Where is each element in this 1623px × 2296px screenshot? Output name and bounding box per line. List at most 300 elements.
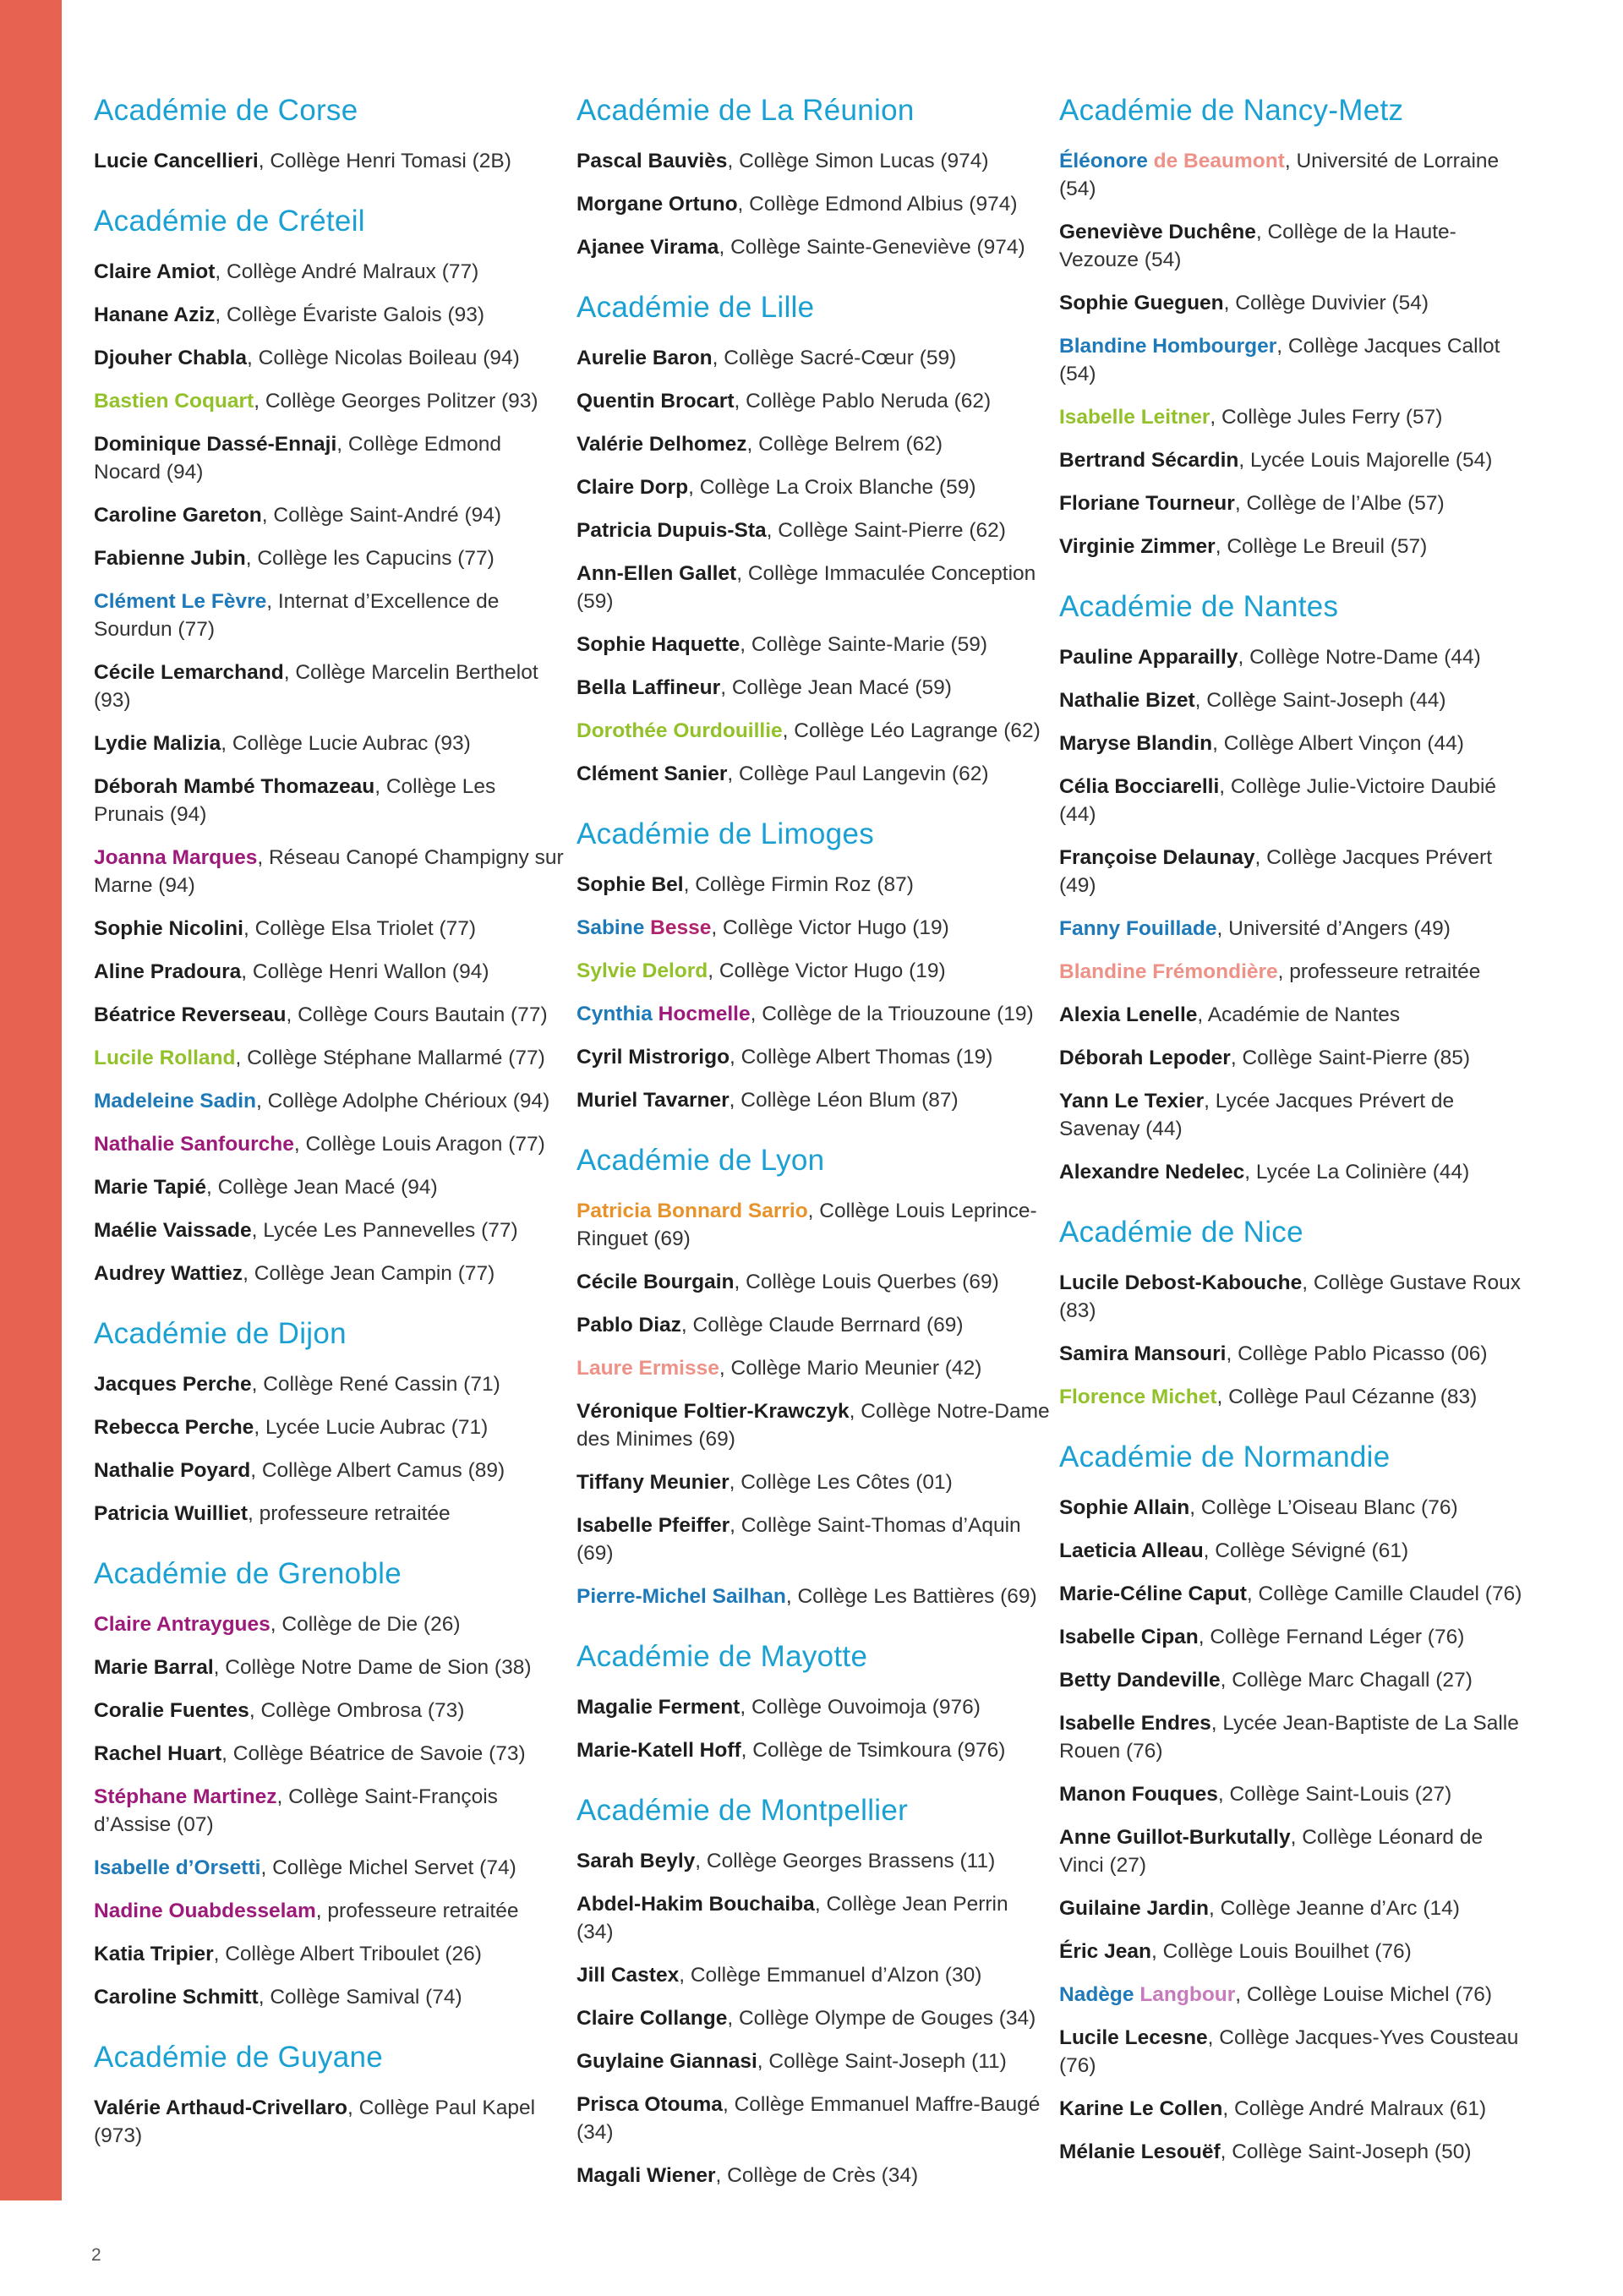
contributor-affiliation: Collège Évariste Galois (93) xyxy=(227,303,485,326)
contributor-affiliation: Collège Léonard de Vinci (27) xyxy=(1059,1826,1484,1877)
contributor-name: Pablo Diaz xyxy=(577,1314,681,1337)
contributor-first-name: Éléonore xyxy=(1059,150,1148,172)
contributor-first-name: Sabine xyxy=(577,916,645,939)
contributor-entry: Pascal Bauviès, Collège Simon Lucas (974) xyxy=(577,150,989,172)
contributor-entry: Claire Collange, Collège Olympe de Gouges (34) xyxy=(577,2007,1036,2030)
contributor-name: Isabelle d’Orsetti xyxy=(94,1856,261,1879)
contributor-name: Fanny Fouillade xyxy=(1059,917,1217,940)
contributor-entry: Bertrand Sécardin, Lycée Louis Majorelle (54) xyxy=(1059,449,1493,472)
academy-montpellier xyxy=(577,1790,1050,2189)
contributor-entry: Geneviève Duchêne, Collège de la Haute-Vezouze (54) xyxy=(1059,221,1456,271)
contributor-name: Karine Le Collen xyxy=(1059,2097,1223,2120)
contributor-entry: Éléonore de Beaumont, Université de Lorraine (54) xyxy=(1059,150,1500,200)
contributor-entry: Ajanee Virama, Collège Sainte-Geneviève (974) xyxy=(577,236,1025,259)
contributor-name: Marie Tapié xyxy=(94,1176,206,1199)
contributor-name: Alexandre Nedelec xyxy=(1059,1161,1245,1184)
contributor-affiliation: Collège Henri Tomasi (2B) xyxy=(270,150,511,172)
contributor-affiliation: Collège Edmond Nocard (94) xyxy=(94,433,502,484)
contributor-affiliation: Collège Camille Claudel (76) xyxy=(1258,1583,1522,1605)
contributor-affiliation: Lycée Jean-Baptiste de La Salle Rouen (76) xyxy=(1059,1712,1519,1763)
contributor-name: Maélie Vaissade xyxy=(94,1219,252,1242)
academy-dijon xyxy=(94,1313,567,1528)
contributor-affiliation: Collège Jacques Prévert (49) xyxy=(1059,846,1493,897)
column-2 xyxy=(577,90,1050,2205)
contributor-affiliation: Collège les Capucins (77) xyxy=(257,547,495,570)
contributor-name: Valérie Arthaud-Crivellaro xyxy=(94,2096,348,2119)
academy-la-reunion xyxy=(577,90,1050,261)
contributor-entry: Marie-Céline Caput, Collège Camille Claudel (76) xyxy=(1059,1583,1522,1605)
academy-title: Académie de Limoges xyxy=(577,817,875,850)
contributor-name: Muriel Tavarner xyxy=(577,1089,730,1112)
contributor-entry: Béatrice Reverseau, Collège Cours Bautain (77) xyxy=(94,1003,548,1026)
contributor-affiliation: Collège Saint-Joseph (44) xyxy=(1206,689,1446,712)
academy-title: Académie de Montpellier xyxy=(577,1794,909,1827)
contributor-entry: Pierre-Michel Sailhan, Collège Les Battières (69) xyxy=(577,1585,1037,1608)
contributor-entry: Alexandre Nedelec, Lycée La Colinière (44) xyxy=(1059,1161,1470,1184)
contributor-affiliation: Collège Notre Dame de Sion (38) xyxy=(225,1656,532,1679)
contributor-affiliation: Collège Sainte-Geneviève (974) xyxy=(730,236,1025,259)
contributor-name: Jacques Perche xyxy=(94,1373,252,1396)
contributor-affiliation: Collège Saint-Thomas d’Aquin (69) xyxy=(577,1514,1021,1565)
contributor-affiliation: Collège Michel Servet (74) xyxy=(272,1856,516,1879)
contributor-affiliation: Collège Louise Michel (76) xyxy=(1246,1983,1492,2006)
contributor-name: Isabelle Endres xyxy=(1059,1712,1211,1735)
contributor-name: Nathalie Bizet xyxy=(1059,689,1195,712)
contributor-entry: Joanna Marques, Réseau Canopé Champigny sur Marne (94) xyxy=(94,846,564,897)
contributor-affiliation: Collège Albert Vinçon (44) xyxy=(1223,732,1464,755)
academy-lyon xyxy=(577,1140,1050,1610)
contributor-entry: Katia Tripier, Collège Albert Triboulet (26) xyxy=(94,1943,482,1965)
contributor-affiliation: Collège Pablo Picasso (06) xyxy=(1238,1342,1488,1365)
contributor-entry: Guilaine Jardin, Collège Jeanne d’Arc (14) xyxy=(1059,1897,1460,1920)
contributor-last-name: Langbour xyxy=(1139,1983,1236,2006)
academy-title: Académie de Guyane xyxy=(94,2041,384,2074)
academy-title: Académie de Lyon xyxy=(577,1144,825,1177)
contributor-name: Jill Castex xyxy=(577,1964,680,1987)
contributor-entry: Claire Amiot, Collège André Malraux (77) xyxy=(94,260,479,283)
contributor-entry: Mélanie Lesouëf, Collège Saint-Joseph (50) xyxy=(1059,2140,1472,2163)
contributor-entry: Florence Michet, Collège Paul Cézanne (83) xyxy=(1059,1386,1478,1408)
contributor-entry: Anne Guillot-Burkutally, Collège Léonard de Vinci (27) xyxy=(1059,1826,1484,1877)
contributor-name: Joanna Marques xyxy=(94,846,258,869)
contributor-affiliation: Collège Jules Ferry (57) xyxy=(1221,406,1443,429)
contributor-name: Alexia Lenelle xyxy=(1059,1003,1198,1026)
contributor-name: Guylaine Giannasi xyxy=(577,2050,757,2073)
contributor-name: Françoise Delaunay xyxy=(1059,846,1255,869)
contributor-affiliation: Collège Paul Kapel (973) xyxy=(94,2096,536,2147)
contributor-affiliation: Collège Jean Perrin (34) xyxy=(577,1893,1008,1943)
contributor-affiliation: Collège Albert Thomas (19) xyxy=(740,1046,993,1069)
contributor-affiliation: Collège Julie-Victoire Daubié (44) xyxy=(1059,775,1497,826)
contributor-entry: Valérie Arthaud-Crivellaro, Collège Paul Kapel (973) xyxy=(94,2096,536,2147)
contributor-name: Tiffany Meunier xyxy=(577,1471,730,1494)
contributor-affiliation: Collège Henri Wallon (94) xyxy=(252,960,489,983)
contributor-entry: Ann-Ellen Gallet, Collège Immaculée Conception (59) xyxy=(577,562,1036,613)
contributor-affiliation: Collège Louis Querbes (69) xyxy=(746,1271,999,1293)
contributor-entry: Jill Castex, Collège Emmanuel d’Alzon (30) xyxy=(577,1964,982,1987)
contributor-name: Isabelle Cipan xyxy=(1059,1626,1199,1648)
contributor-name: Isabelle Leitner xyxy=(1059,406,1210,429)
contributor-name: Pauline Apparailly xyxy=(1059,646,1238,669)
contributor-affiliation: Collège André Malraux (77) xyxy=(227,260,479,283)
contributor-affiliation: Collège René Cassin (71) xyxy=(263,1373,500,1396)
contributor-name: Claire Antraygues xyxy=(94,1613,270,1636)
contributor-affiliation: Collège Sacré-Cœur (59) xyxy=(724,347,957,369)
contributor-entry: Marie Barral, Collège Notre Dame de Sion (38) xyxy=(94,1656,532,1679)
contributor-affiliation: Collège Georges Brassens (11) xyxy=(706,1850,996,1872)
contributor-entry: Cyril Mistrorigo, Collège Albert Thomas (19) xyxy=(577,1046,993,1069)
contributor-affiliation: professeure retraitée xyxy=(259,1502,451,1525)
contributor-entry: Jacques Perche, Collège René Cassin (71) xyxy=(94,1373,500,1396)
contributor-entry: Clément Sanier, Collège Paul Langevin (62) xyxy=(577,763,989,785)
contributor-name: Caroline Gareton xyxy=(94,504,262,527)
academy-mayotte xyxy=(577,1636,1050,1764)
contributor-affiliation: Collège Stéphane Mallarmé (77) xyxy=(247,1047,545,1069)
contributor-entry: Sophie Bel, Collège Firmin Roz (87) xyxy=(577,873,914,896)
contributor-affiliation: Collège Léo Lagrange (62) xyxy=(794,719,1041,742)
contributor-name: Manon Fouques xyxy=(1059,1783,1218,1806)
contributor-entry: Isabelle Cipan, Collège Fernand Léger (76) xyxy=(1059,1626,1465,1648)
contributor-name: Lucile Debost-Kabouche xyxy=(1059,1271,1303,1294)
contributor-entry: Virginie Zimmer, Collège Le Breuil (57) xyxy=(1059,535,1428,558)
academy-title: Académie de La Réunion xyxy=(577,94,915,127)
contributor-entry: Dorothée Ourdouillie, Collège Léo Lagrange (62) xyxy=(577,719,1041,742)
contributor-name: Virginie Zimmer xyxy=(1059,535,1216,558)
contributor-entry: Nadège Langbour, Collège Louise Michel (76) xyxy=(1059,1983,1492,2006)
contributor-name: Marie-Katell Hoff xyxy=(577,1739,741,1762)
contributor-affiliation: Collège André Malraux (61) xyxy=(1233,2097,1487,2120)
contributor-affiliation: Collège Claude Berrnard (69) xyxy=(692,1314,964,1337)
contributor-last-name: Hocmelle xyxy=(658,1003,751,1025)
contributor-affiliation: Académie de Nantes xyxy=(1207,1003,1401,1026)
contributor-name: Nathalie Sanfourche xyxy=(94,1133,294,1156)
contributor-entry: Véronique Foltier-Krawczyk, Collège Notre-Dame des Minimes (69) xyxy=(577,1400,1050,1451)
contributor-entry: Stéphane Martinez, Collège Saint-François d’Assise (07) xyxy=(94,1785,498,1836)
contributor-first-name: Nadège xyxy=(1059,1983,1134,2006)
contributor-name: Magalie Ferment xyxy=(577,1696,740,1719)
contributor-name: Clément Le Fèvre xyxy=(94,590,267,613)
contributor-affiliation: professeure retraitée xyxy=(1289,960,1481,983)
contributor-entry: Marie Tapié, Collège Jean Macé (94) xyxy=(94,1176,438,1199)
contributor-affiliation: Collège Samival (74) xyxy=(270,1986,462,2009)
contributor-entry: Lucile Rolland, Collège Stéphane Mallarmé (77) xyxy=(94,1047,545,1069)
contributor-entry: Manon Fouques, Collège Saint-Louis (27) xyxy=(1059,1783,1452,1806)
contributor-entry: Laeticia Alleau, Collège Sévigné (61) xyxy=(1059,1539,1409,1562)
contributor-affiliation: Collège Lucie Aubrac (93) xyxy=(232,732,471,755)
contributor-affiliation: Collège Saint-Pierre (85) xyxy=(1242,1047,1471,1069)
contributor-entry: Pablo Diaz, Collège Claude Berrnard (69) xyxy=(577,1314,964,1337)
contributor-entry: Sophie Allain, Collège L’Oiseau Blanc (76) xyxy=(1059,1496,1458,1519)
contributor-affiliation: Collège Fernand Léger (76) xyxy=(1210,1626,1465,1648)
contributor-entry: Patricia Bonnard Sarrio, Collège Louis Leprince-Ringuet (69) xyxy=(577,1200,1037,1250)
contributor-name: Rachel Huart xyxy=(94,1742,222,1765)
contributor-entry: Rachel Huart, Collège Béatrice de Savoie (73) xyxy=(94,1742,526,1765)
contributor-affiliation: Collège Les Prunais (94) xyxy=(94,775,496,826)
contributor-entry: Sabine Besse, Collège Victor Hugo (19) xyxy=(577,916,949,939)
contributor-affiliation: Collège Jacques Callot (54) xyxy=(1059,335,1500,385)
contributor-name: Sophie Gueguen xyxy=(1059,292,1224,314)
contributor-entry: Nathalie Poyard, Collège Albert Camus (89) xyxy=(94,1459,505,1482)
decorative-side-bar xyxy=(0,0,62,2200)
contributor-name: Florence Michet xyxy=(1059,1386,1217,1408)
contributor-affiliation: Collège Louis Leprince-Ringuet (69) xyxy=(577,1200,1037,1250)
contributor-name: Nadine Ouabdesselam xyxy=(94,1900,316,1922)
contributor-name: Ajanee Virama xyxy=(577,236,719,259)
contributor-name: Djouher Chabla xyxy=(94,347,248,369)
contributor-entry: Clément Le Fèvre, Internat d’Excellence de Sourdun (77) xyxy=(94,590,500,641)
contributor-affiliation: Collège Belrem (62) xyxy=(758,433,943,456)
contributor-name: Isabelle Pfeiffer xyxy=(577,1514,730,1537)
contributor-entry: Blandine Hombourger, Collège Jacques Callot (54) xyxy=(1059,335,1500,385)
contributor-name xyxy=(1059,1983,1235,2006)
academy-title: Académie de Normandie xyxy=(1059,1440,1391,1473)
contributor-name: Lydie Malizia xyxy=(94,732,221,755)
academy-nantes xyxy=(1059,586,1533,1186)
contributor-affiliation: Collège Louis Aragon (77) xyxy=(305,1133,545,1156)
academy-title: Académie de Grenoble xyxy=(94,1557,402,1590)
contributor-entry: Déborah Lepoder, Collège Saint-Pierre (85) xyxy=(1059,1047,1471,1069)
contributor-entry: Maryse Blandin, Collège Albert Vinçon (44) xyxy=(1059,732,1464,755)
contributor-name: Valérie Delhomez xyxy=(577,433,747,456)
contributor-name: Claire Amiot xyxy=(94,260,216,283)
contributor-name: Pierre-Michel Sailhan xyxy=(577,1585,786,1608)
contributor-entry: Alexia Lenelle, Académie de Nantes xyxy=(1059,1003,1401,1026)
contributor-entry: Bella Laffineur, Collège Jean Macé (59) xyxy=(577,676,952,699)
contributor-name: Bastien Coquart xyxy=(94,390,254,413)
contributor-entry: Magali Wiener, Collège de Crès (34) xyxy=(577,2164,919,2187)
contributor-affiliation: Collège Duvivier (54) xyxy=(1235,292,1429,314)
contributor-entry: Patricia Dupuis-Sta, Collège Saint-Pierre (62) xyxy=(577,519,1006,542)
contributor-affiliation: Collège Paul Langevin (62) xyxy=(739,763,989,785)
contributor-entry: Floriane Tourneur, Collège de l’Albe (57) xyxy=(1059,492,1445,515)
academy-title: Académie de Corse xyxy=(94,94,358,127)
academy-normandie xyxy=(1059,1436,1533,2166)
contributor-name: Mélanie Lesouëf xyxy=(1059,2140,1221,2163)
contributor-name: Sophie Nicolini xyxy=(94,917,243,940)
contributor-name: Betty Dandeville xyxy=(1059,1669,1221,1692)
contributor-entry: Coralie Fuentes, Collège Ombrosa (73) xyxy=(94,1699,465,1722)
contributor-name: Geneviève Duchêne xyxy=(1059,221,1256,243)
contributor-name: Aurelie Baron xyxy=(577,347,713,369)
contributor-name: Sarah Beyly xyxy=(577,1850,696,1872)
contributor-entry: Abdel-Hakim Bouchaiba, Collège Jean Perrin (34) xyxy=(577,1893,1008,1943)
contributor-entry: Françoise Delaunay, Collège Jacques Prévert (49) xyxy=(1059,846,1493,897)
contributor-name: Lucie Cancellieri xyxy=(94,150,259,172)
contributor-affiliation: Collège Saint-Pierre (62) xyxy=(778,519,1006,542)
contributor-name: Madeleine Sadin xyxy=(94,1090,256,1112)
contributor-name: Patricia Bonnard Sarrio xyxy=(577,1200,808,1222)
contributor-affiliation: Collège Immaculée Conception (59) xyxy=(577,562,1036,613)
contributor-name: Sophie Allain xyxy=(1059,1496,1190,1519)
contributor-name: Patricia Wuilliet xyxy=(94,1502,248,1525)
contributor-name: Clément Sanier xyxy=(577,763,728,785)
contributor-entry: Cécile Bourgain, Collège Louis Querbes (69) xyxy=(577,1271,999,1293)
contributor-name: Floriane Tourneur xyxy=(1059,492,1235,515)
contributor-name: Dominique Dassé-Ennaji xyxy=(94,433,337,456)
contributor-name: Lucile Rolland xyxy=(94,1047,236,1069)
contributor-entry: Maélie Vaissade, Lycée Les Pannevelles (77) xyxy=(94,1219,518,1242)
contributor-affiliation: Collège Saint-André (94) xyxy=(273,504,502,527)
contributor-affiliation: Collège Saint-François d’Assise (07) xyxy=(94,1785,498,1836)
contributor-entry: Cynthia Hocmelle, Collège de la Triouzoune (19) xyxy=(577,1003,1034,1025)
contributor-entry: Lydie Malizia, Collège Lucie Aubrac (93) xyxy=(94,732,471,755)
contributor-affiliation: Lycée La Colinière (44) xyxy=(1255,1161,1470,1184)
column-1 xyxy=(94,90,567,2165)
contributor-affiliation: Collège Marcelin Berthelot (93) xyxy=(94,661,538,712)
contributor-entry: Karine Le Collen, Collège André Malraux (61) xyxy=(1059,2097,1487,2120)
contributor-affiliation: Collège Emmanuel Maffre-Baugé (34) xyxy=(577,2093,1041,2144)
contributor-entry: Isabelle Leitner, Collège Jules Ferry (57) xyxy=(1059,406,1443,429)
contributor-entry: Dominique Dassé-Ennaji, Collège Edmond Nocard (94) xyxy=(94,433,502,484)
contributor-affiliation: Collège Firmin Roz (87) xyxy=(695,873,914,896)
contributor-affiliation: Collège Pablo Neruda (62) xyxy=(746,390,992,413)
contributor-entry: Morgane Ortuno, Collège Edmond Albius (974) xyxy=(577,193,1018,216)
contributor-entry: Aurelie Baron, Collège Sacré-Cœur (59) xyxy=(577,347,957,369)
contributor-name: Béatrice Reverseau xyxy=(94,1003,287,1026)
contributor-name: Prisca Otouma xyxy=(577,2093,723,2116)
contributor-affiliation: Collège Sainte-Marie (59) xyxy=(751,633,988,656)
contributor-entry: Sophie Nicolini, Collège Elsa Triolet (77) xyxy=(94,917,477,940)
contributor-name: Abdel-Hakim Bouchaiba xyxy=(577,1893,815,1916)
contributor-affiliation: Collège de la Triouzoune (19) xyxy=(762,1003,1034,1025)
contributor-entry: Sylvie Delord, Collège Victor Hugo (19) xyxy=(577,959,946,982)
academy-title: Académie de Nice xyxy=(1059,1216,1303,1249)
contributor-entry: Quentin Brocart, Collège Pablo Neruda (62) xyxy=(577,390,992,413)
contributor-entry: Isabelle Endres, Lycée Jean-Baptiste de La Salle Rouen (76) xyxy=(1059,1712,1519,1763)
contributor-affiliation: Collège Albert Camus (89) xyxy=(261,1459,505,1482)
contributor-affiliation: Collège de l’Albe (57) xyxy=(1246,492,1445,515)
contributor-name: Anne Guillot-Burkutally xyxy=(1059,1826,1291,1849)
contributor-first-name: Cynthia xyxy=(577,1003,653,1025)
contributor-name: Célia Bocciarelli xyxy=(1059,775,1220,798)
contributor-entry: Valérie Delhomez, Collège Belrem (62) xyxy=(577,433,943,456)
contributor-affiliation: Collège Olympe de Gouges (34) xyxy=(738,2007,1036,2030)
academy-grenoble xyxy=(94,1553,567,2011)
contributor-name: Sophie Bel xyxy=(577,873,684,896)
contributor-entry: Muriel Tavarner, Collège Léon Blum (87) xyxy=(577,1089,959,1112)
contributor-entry: Caroline Schmitt, Collège Samival (74) xyxy=(94,1986,462,2009)
contributor-affiliation: Collège Elsa Triolet (77) xyxy=(254,917,477,940)
contributor-entry: Fanny Fouillade, Université d’Angers (49) xyxy=(1059,917,1451,940)
contributor-affiliation: Collège L’Oiseau Blanc (76) xyxy=(1200,1496,1458,1519)
contributor-affiliation: Collège Edmond Albius (974) xyxy=(749,193,1018,216)
contributor-name: Rebecca Perche xyxy=(94,1416,254,1439)
contributor-name xyxy=(577,1003,751,1025)
contributor-affiliation: Collège Les Battières (69) xyxy=(797,1585,1037,1608)
contributor-affiliation: Collège Notre-Dame des Minimes (69) xyxy=(577,1400,1050,1451)
contributor-entry: Samira Mansouri, Collège Pablo Picasso (06) xyxy=(1059,1342,1488,1365)
contributor-affiliation: Collège Emmanuel d’Alzon (30) xyxy=(690,1964,982,1987)
contributor-affiliation: Collège Simon Lucas (974) xyxy=(739,150,989,172)
contributor-affiliation: Internat d’Excellence de Sourdun (77) xyxy=(94,590,500,641)
contributor-entry: Guylaine Giannasi, Collège Saint-Joseph (11) xyxy=(577,2050,1007,2073)
contributor-entry: Djouher Chabla, Collège Nicolas Boileau (94) xyxy=(94,347,520,369)
contributor-entry: Éric Jean, Collège Louis Bouilhet (76) xyxy=(1059,1940,1412,1963)
contributor-affiliation: Université d’Angers (49) xyxy=(1228,917,1451,940)
contributor-entry: Claire Antraygues, Collège de Die (26) xyxy=(94,1613,461,1636)
contributor-name: Katia Tripier xyxy=(94,1943,214,1965)
contributor-affiliation: Collège de Tsimkoura (976) xyxy=(752,1739,1006,1762)
contributor-affiliation: Collège Gustave Roux (83) xyxy=(1059,1271,1521,1322)
contributor-entry: Tiffany Meunier, Collège Les Côtes (01) xyxy=(577,1471,953,1494)
contributor-entry: Rebecca Perche, Lycée Lucie Aubrac (71) xyxy=(94,1416,489,1439)
academy-title: Académie de Nancy-Metz xyxy=(1059,94,1404,127)
contributor-affiliation: Collège Jacques-Yves Cousteau (76) xyxy=(1059,2026,1519,2077)
contributor-entry: Nadine Ouabdesselam, professeure retraitée xyxy=(94,1900,519,1922)
contributor-entry: Lucile Lecesne, Collège Jacques-Yves Cousteau (76) xyxy=(1059,2026,1519,2077)
contributor-entry: Déborah Mambé Thomazeau, Collège Les Prunais (94) xyxy=(94,775,496,826)
contributor-name xyxy=(1059,150,1285,172)
academy-guyane xyxy=(94,2036,567,2150)
contributor-affiliation: Collège Sévigné (61) xyxy=(1215,1539,1409,1562)
contributor-affiliation: Collège Georges Politzer (93) xyxy=(265,390,538,413)
contributor-affiliation: Collège Jean Macé (94) xyxy=(217,1176,438,1199)
contributor-entry: Audrey Wattiez, Collège Jean Campin (77) xyxy=(94,1262,495,1285)
contributor-entry: Nathalie Bizet, Collège Saint-Joseph (44) xyxy=(1059,689,1446,712)
contributor-name: Coralie Fuentes xyxy=(94,1699,249,1722)
contributor-entry: Sophie Gueguen, Collège Duvivier (54) xyxy=(1059,292,1429,314)
contributor-affiliation: Collège Jean Macé (59) xyxy=(731,676,952,699)
contributor-affiliation: Collège Saint-Joseph (50) xyxy=(1232,2140,1472,2163)
contributor-affiliation: Collège Marc Chagall (27) xyxy=(1232,1669,1473,1692)
contributor-entry: Pauline Apparailly, Collège Notre-Dame (44) xyxy=(1059,646,1481,669)
contributor-name: Morgane Ortuno xyxy=(577,193,738,216)
contributor-entry: Bastien Coquart, Collège Georges Politzer (93) xyxy=(94,390,538,413)
academy-title: Académie de Créteil xyxy=(94,205,365,238)
academy-creteil xyxy=(94,200,567,1287)
contributor-affiliation: Université de Lorraine (54) xyxy=(1059,150,1500,200)
contributor-entry: Betty Dandeville, Collège Marc Chagall (27) xyxy=(1059,1669,1473,1692)
contributor-name: Laure Ermisse xyxy=(577,1357,719,1380)
contributor-affiliation: Collège Jeanne d’Arc (14) xyxy=(1220,1897,1460,1920)
contributor-entry: Cécile Lemarchand, Collège Marcelin Berthelot (93) xyxy=(94,661,538,712)
contributor-entry: Laure Ermisse, Collège Mario Meunier (42) xyxy=(577,1357,982,1380)
contributor-name: Sophie Haquette xyxy=(577,633,740,656)
contributor-name: Stéphane Martinez xyxy=(94,1785,277,1808)
contributor-affiliation: Collège Jean Campin (77) xyxy=(254,1262,495,1285)
contributor-affiliation: Collège Louis Bouilhet (76) xyxy=(1162,1940,1412,1963)
contributor-affiliation: Collège de Crès (34) xyxy=(727,2164,919,2187)
contributor-entry: Yann Le Texier, Lycée Jacques Prévert de Savenay (44) xyxy=(1059,1090,1455,1140)
contributor-entry: Hanane Aziz, Collège Évariste Galois (93) xyxy=(94,303,485,326)
contributor-affiliation: Collège Saint-Joseph (11) xyxy=(768,2050,1007,2073)
contributor-name: Yann Le Texier xyxy=(1059,1090,1205,1112)
contributor-affiliation: Collège Cours Bautain (77) xyxy=(298,1003,548,1026)
contributor-entry: Lucile Debost-Kabouche, Collège Gustave Roux (83) xyxy=(1059,1271,1521,1322)
contributor-name: Guilaine Jardin xyxy=(1059,1897,1209,1920)
contributor-name xyxy=(577,916,711,939)
contributor-entry: Nathalie Sanfourche, Collège Louis Aragon (77) xyxy=(94,1133,545,1156)
contributor-name: Bertrand Sécardin xyxy=(1059,449,1239,472)
contributor-affiliation: Collège Victor Hugo (19) xyxy=(722,916,949,939)
contributor-last-name: de Beaumont xyxy=(1153,150,1285,172)
contributor-name: Marie Barral xyxy=(94,1656,214,1679)
contributor-entry: Magalie Ferment, Collège Ouvoimoja (976) xyxy=(577,1696,981,1719)
contributor-name: Dorothée Ourdouillie xyxy=(577,719,783,742)
page-number: 2 xyxy=(91,2245,101,2265)
contributor-affiliation: Collège Ombrosa (73) xyxy=(260,1699,465,1722)
contributor-affiliation: Collège Mario Meunier (42) xyxy=(730,1357,982,1380)
contributor-name: Laeticia Alleau xyxy=(1059,1539,1204,1562)
contributor-name: Aline Pradoura xyxy=(94,960,242,983)
contributor-affiliation: Lycée Louis Majorelle (54) xyxy=(1250,449,1493,472)
contributor-entry: Isabelle d’Orsetti, Collège Michel Servet (74) xyxy=(94,1856,516,1879)
contributor-name: Patricia Dupuis-Sta xyxy=(577,519,767,542)
contributor-name: Hanane Aziz xyxy=(94,303,216,326)
academy-corse xyxy=(94,90,567,175)
academy-nice xyxy=(1059,1211,1533,1411)
contributor-entry: Sophie Haquette, Collège Sainte-Marie (59) xyxy=(577,633,988,656)
